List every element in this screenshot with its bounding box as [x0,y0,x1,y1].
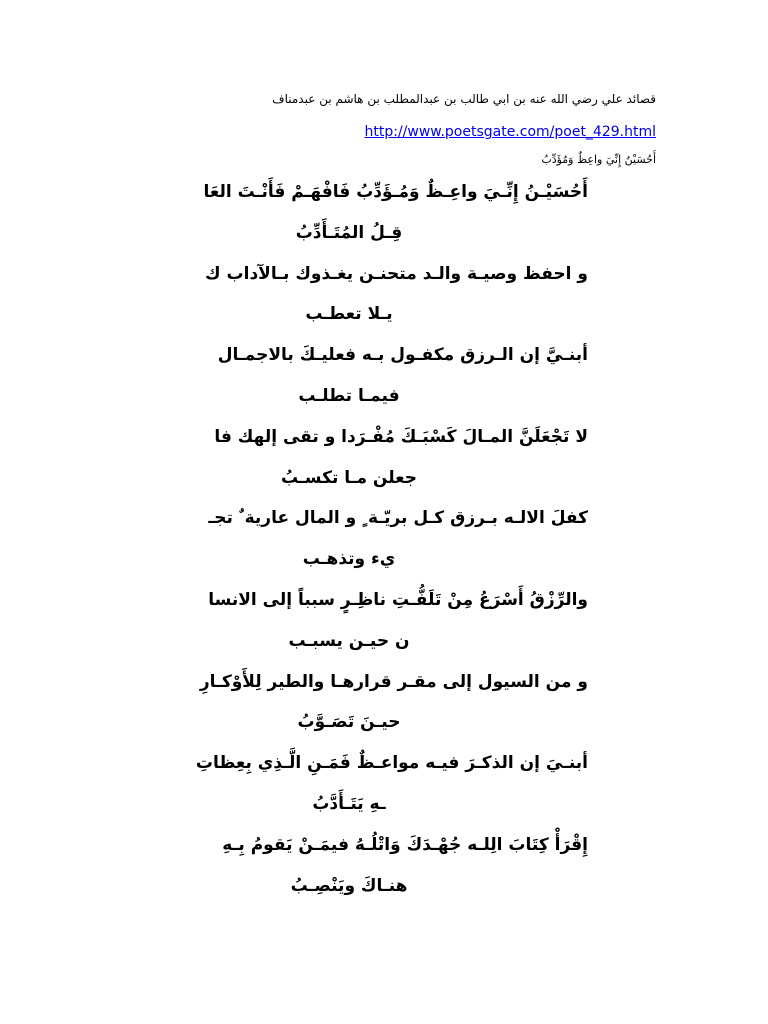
poem-verse-line [150,172,588,213]
poem-body [150,172,588,906]
poem-line-continuation [150,784,588,825]
poem-line-continuation [150,866,588,907]
poem-verse-line [150,743,588,784]
poem-verse-line [150,498,588,539]
poem-line-text: و احفظ وصيـة والـد متحنـن يغـذوك بـالآداب ك [205,263,588,284]
poem-verse-line [150,662,588,703]
poem-line-text: فيمـا تطلـب [298,385,400,406]
poem-line-text: أبنـيَّ إن الـرزق مكفـول بـه فعليـكَ بالاجمـال [217,345,588,366]
poem-line-text: ـهِ يَتَـأَدَّبُ [312,793,386,814]
poem-line-text: جعلن مـا تكسـبُ [280,467,418,488]
poem-line-text: كفلَ الالـه بـرزق كـل بريّـة ٍ و المال عارية ٌ تجـ [208,508,588,529]
poem-line-text: لا تَجْعَلَنَّ المـالَ كَسْبَـكَ مُفْـرَدا و تقى إلهك فا [214,426,588,447]
poem-verse-line [150,254,588,295]
poem-line-continuation [150,294,588,335]
poem-line-text: يء وتذهـب [302,549,396,570]
poem-line-continuation [150,539,588,580]
poem-verse-line [150,825,588,866]
poem-verse-line [150,335,588,376]
poem-line-text: هنـاكَ ويَنْصِـبُ [290,875,408,896]
page-title-line: قصائد علي رضي الله عنه بن ابي طالب بن عبدالمطلب بن هاشم بن عبدمناف [272,92,656,106]
poem-line-text: ن حيـن يسبـب [288,630,410,651]
poem-line-text: أبنـيَ إن الذكـرَ فيـه مواعـظٌ فَمَـنِ الَّـذِي بِعِظاتِ [195,753,588,774]
poem-line-continuation [150,621,588,662]
poem-line-continuation [150,213,588,254]
poem-line-text: حيـنَ تَصَـوَّبُ [297,712,401,733]
poem-verse-line [150,580,588,621]
poem-line-continuation [150,702,588,743]
poem-line-text: أَحُسَيْـنُ إِنِّـيَ واعِـظٌ وَمُـؤَدِّبُ فَافْهَـمْ فَأَنْـتَ العَا [203,182,588,202]
poem-line-text: إِقْرَأْ كِتَابَ الِلـه جُهْـدَكَ وَاتْلُـهُ فيمَـنْ يَقومُ بِـهِ [222,834,588,855]
poem-line-text: يـلا تعطـب [305,304,393,325]
poem-line-text: و من السيول إلى مقـر قرارهـا والطير لِلأَوْكـارِ [199,671,588,692]
poem-line-text: والرِّزْقُ أَسْرَعُ مِنْ تَلَفُّـتِ ناظِـرٍ سبباً إلى الانسا [208,589,588,610]
poem-opening-small: أَحُسَيْنُ إِنِّيَ واعِظٌ وَمُؤَدِّبُ [541,153,656,166]
poem-verse-line [150,417,588,458]
poem-line-continuation [150,376,588,417]
poem-line-text: قِـلُ المُتَـأَدِّبُ [295,222,403,243]
source-url-link[interactable]: http://www.poetsgate.com/poet_429.html [364,124,656,140]
poem-line-continuation [150,458,588,499]
